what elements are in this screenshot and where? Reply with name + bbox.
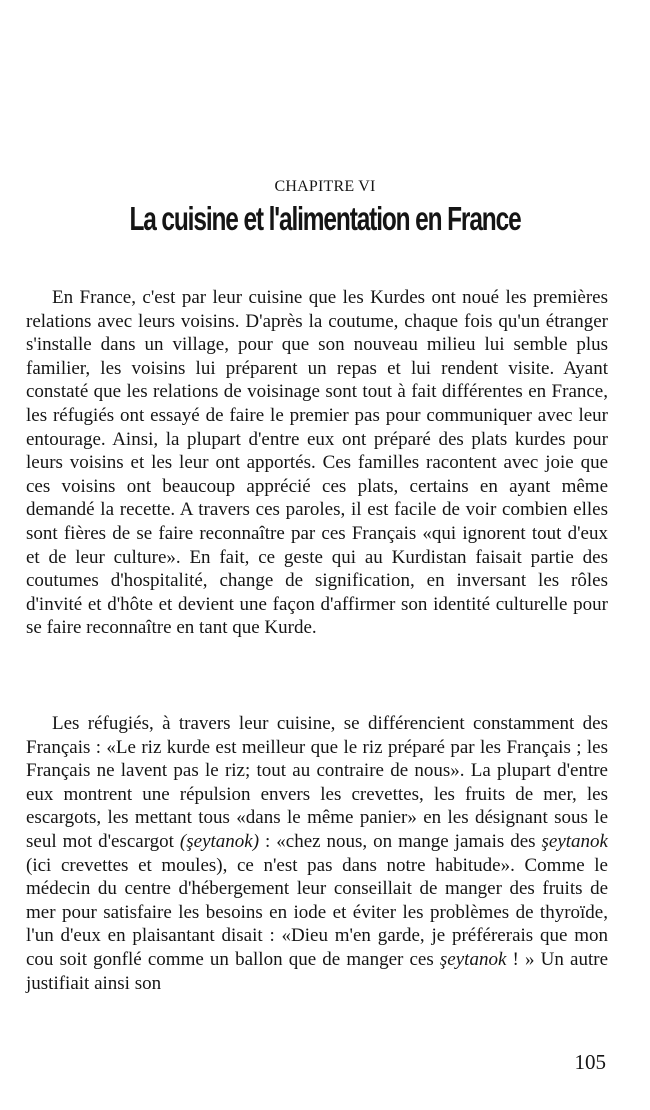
- kurdish-term: şeytanok: [541, 830, 608, 852]
- page-number: 105: [574, 1050, 606, 1074]
- paragraph-text: ! » Un autre justifiait ainsi son: [26, 948, 608, 994]
- kurdish-term: şeytanok: [439, 948, 507, 970]
- paragraph-text: Les réfugiés, à travers leur cuisine, se différencient constamment des Français : «Le riz kurde est meilleur que le riz préparé par les Français ; les Français ne lavent pas le riz; tout au contraire de nous». La plupart d'entre eux montrent une répulsion envers les crevettes, les fruits de mer, les escargots, les mettant tous «dans le même panier» en les désignant sous le seul mot d'escargot: [26, 713, 608, 852]
- kurdish-term: (şeytanok): [179, 830, 260, 852]
- paragraph-text: En France, c'est par leur cuisine que les Kurdes ont noué les premières relations avec leurs voisins. D'après la coutume, chaque fois qu'un étranger s'installe dans un village, pour que son nouveau milieu lui semble plus familier, les voisins lui préparent un repas et lui rendent visite. Ayant constaté que les relations de voisinage sont tout à fait différentes en France, les réfugiés ont essayé de faire le premier pas pour communiquer avec leur entourage. Ainsi, la plupart d'entre eux ont préparé des plats kurdes pour leurs voisins et les leur ont apportés. Ces familles racontent avec joie que ces voisins ont beaucoup apprécié ces plats, certains en ayant même demandé la recette. A travers ces paroles, il est facile de voir combien elles sont fières de se faire reconnaître par ces Français «qui ignorent tout d'eux et de leur culture». En fait, ce geste qui au Kurdistan faisait partie des coutumes d'hospitalité, change de signification, en inversant les rôles d'invité et d'hôte et devient une façon d'affirmer son identité culturelle pour se faire reconnaître en tant que Kurde.: [26, 287, 608, 639]
- paragraph-text: (ici crevettes et moules), ce n'est pas dans notre habitude». Comme le médecin du centre d'hébergement leur conseillait de manger des fruits de mer pour satisfaire les besoins en iode et éviter les problèmes de thyroïde, l'un d'eux en plaisantant disait : «Dieu m'en garde, je préférerais que mon cou soit gonflé comme un ballon que de manger ces: [26, 854, 608, 970]
- paragraph-2: [26, 712, 608, 995]
- chapter-label: CHAPITRE VI: [274, 178, 376, 195]
- chapter-title: La cuisine et l'alimentation en France: [129, 200, 521, 237]
- paragraph-text: : «chez nous, on mange jamais des: [259, 830, 542, 852]
- paragraph-1: [26, 286, 608, 640]
